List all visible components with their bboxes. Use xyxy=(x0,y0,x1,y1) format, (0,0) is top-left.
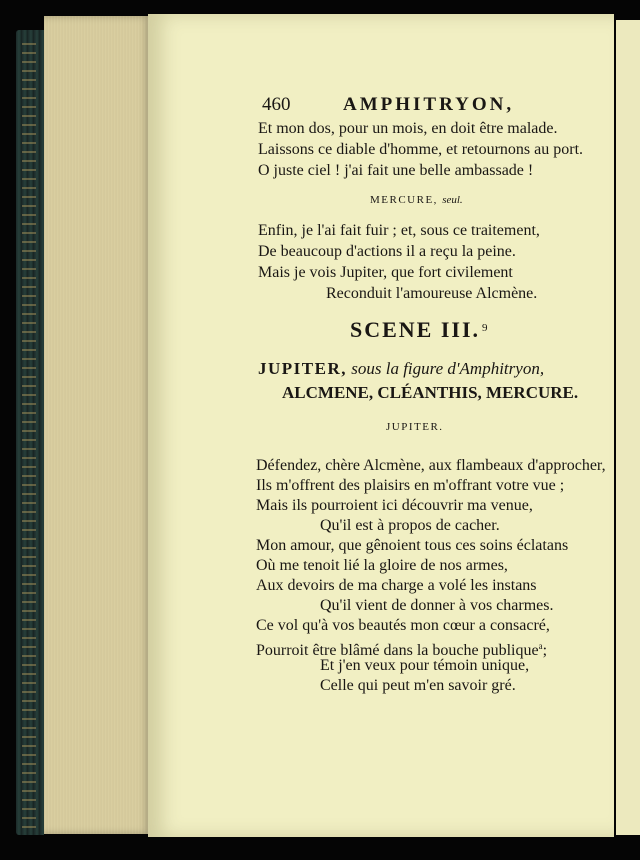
speaker-heading xyxy=(370,194,463,206)
verse-line: Mon amour, que gênoient tous ces soins éclatans xyxy=(256,537,569,554)
verse-line: Laissons ce diable d'homme, et retournons au port. xyxy=(258,141,584,158)
verse-line: Qu'il vient de donner à vos charmes. xyxy=(320,597,554,614)
verse-line: Ils m'offrent des plaisirs en m'offrant votre vue ; xyxy=(256,477,565,494)
verse-line: Celle qui peut m'en savoir gré. xyxy=(320,677,516,694)
verse-line: Ce vol qu'à vos beautés mon cœur a consacré, xyxy=(256,617,550,634)
note-mark: 9 xyxy=(482,322,490,334)
speaker-name: JUPITER. xyxy=(386,421,444,433)
book-page xyxy=(148,14,614,837)
speaker-heading xyxy=(386,421,444,433)
stage-direction: seul. xyxy=(442,194,463,206)
running-title: AMPHITRYON, xyxy=(343,94,515,115)
verse-line: Mais ils pourroient ici découvrir ma venue, xyxy=(256,497,533,514)
verse-line: Et mon dos, pour un mois, en doit être malade. xyxy=(258,120,558,137)
verse-line: Qu'il est à propos de cacher. xyxy=(320,517,500,534)
scene-title: SCENE III. xyxy=(350,317,481,342)
book-spine xyxy=(16,30,44,835)
speaker-name: MERCURE, xyxy=(370,194,438,206)
stage-direction: sous la figure d'Amphitryon, xyxy=(351,359,545,378)
verse-line: Où me tenoit lié la gloire de nos armes, xyxy=(256,557,508,574)
verse-line: Défendez, chère Alcmène, aux flambeaux d'approcher, xyxy=(256,457,606,474)
verse-line: Reconduit l'amoureuse Alcmène. xyxy=(326,285,538,302)
verse-line: O juste ciel ! j'ai fait une belle ambassade ! xyxy=(258,162,534,179)
verse-line: Mais je vois Jupiter, que fort civilement xyxy=(258,264,513,281)
facing-page-edge xyxy=(616,20,640,835)
page-number: 460 xyxy=(262,94,291,115)
footnote-mark: a xyxy=(538,641,543,651)
verse-line: Aux devoirs de ma charge a volé les instans xyxy=(256,577,537,594)
scene-heading xyxy=(350,317,490,343)
verse-line: Pourroit être blâmé dans la bouche publique$^a$; xyxy=(256,641,548,659)
cast-line: ALCMENE, CLÉANTHIS, MERCURE. xyxy=(282,383,579,402)
verse-line: Enfin, je l'ai fait fuir ; et, sous ce traitement, xyxy=(258,222,540,239)
verse-line: De beaucoup d'actions il a reçu la peine. xyxy=(258,243,516,260)
cast-line xyxy=(258,359,544,379)
page-edges xyxy=(44,16,152,834)
verse-text: Pourroit être blâmé dans la bouche publique xyxy=(256,642,539,659)
character-name: JUPITER, xyxy=(258,359,347,378)
verse-line: Et j'en veux pour témoin unique, xyxy=(320,657,530,674)
